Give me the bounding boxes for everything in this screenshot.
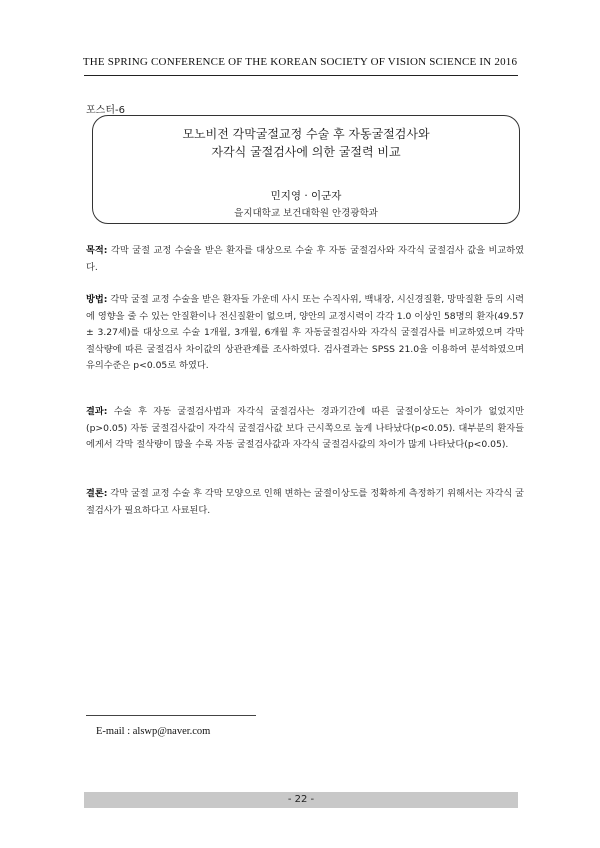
affiliation: 을지대학교 보건대학원 안경광학과 — [234, 208, 378, 219]
page-number: - 22 - — [287, 794, 315, 805]
methods-section — [86, 292, 524, 375]
footnote-divider — [86, 715, 256, 716]
poster-number: 포스터-6 — [86, 105, 125, 116]
purpose-section — [86, 243, 524, 276]
paper-title-line-1: 모노비전 각막굴절교정 수술 후 자동굴절검사와 — [182, 127, 430, 141]
methods-text: 각막 굴절 교정 수술을 받은 환자들 가운데 사시 또는 수직사위, 백내장, 시신경질환, 망막질환 등의 시력에 영향을 줄 수 있는 안질환이나 전신질환이 없으며, 양안의 교정시력이 각각 1.0 이상인 58명의 환자(49.57 ± 3.27세)를 대상으로 수술 1개월, 3개월, 6개월 후 자동굴절검사와 자각식 굴절검사를 비교하였으며 각막 절삭량에 따른 굴절검사 차이값의 상관관계를 조사하였다. 검사결과는 SPSS 21.0을 이용하여 분석하였으며 유의수준은 p<0.05로 하였다. — [86, 294, 524, 371]
page-number-bar — [84, 792, 518, 808]
contact-email: E-mail : alswp@naver.com — [96, 726, 211, 737]
conclusion-section — [86, 486, 524, 519]
conclusion-label: 결론: — [86, 488, 108, 499]
paper-title-line-2: 자각식 굴절검사에 의한 굴절력 비교 — [211, 145, 401, 159]
results-section — [86, 404, 524, 454]
purpose-label: 목적: — [86, 245, 108, 256]
conclusion-text: 각막 굴절 교정 수술 후 각막 모양으로 인해 변하는 굴절이상도를 정확하게 측정하기 위해서는 자각식 굴절검사가 필요하다고 사료된다. — [86, 488, 524, 516]
title-box — [92, 115, 520, 224]
methods-label: 방법: — [86, 294, 108, 305]
results-label: 결과: — [86, 406, 108, 417]
conference-header: THE SPRING CONFERENCE OF THE KOREAN SOCIETY OF VISION SCIENCE IN 2016 — [82, 56, 518, 68]
results-text: 수술 후 자동 굴절검사법과 자각식 굴절검사는 경과기간에 따른 굴절이상도는 차이가 없었지만(p>0.05) 자동 굴절검사값이 자각식 굴절검사값 보다 근시쪽으로 높게 나타났다(p<0.05). 대부분의 환자들에게서 각막 절삭량이 많을 수록 자동 굴절검사값과 자각식 굴절검사값의 차이가 많게 나타났다(p<0.05). — [86, 406, 524, 450]
header-divider — [84, 75, 518, 76]
purpose-text: 각막 굴절 교정 수술을 받은 환자를 대상으로 수술 후 자동 굴절검사와 자각식 굴절검사 값을 비교하였다. — [86, 245, 524, 273]
authors: 민지영 · 이군자 — [270, 190, 342, 202]
